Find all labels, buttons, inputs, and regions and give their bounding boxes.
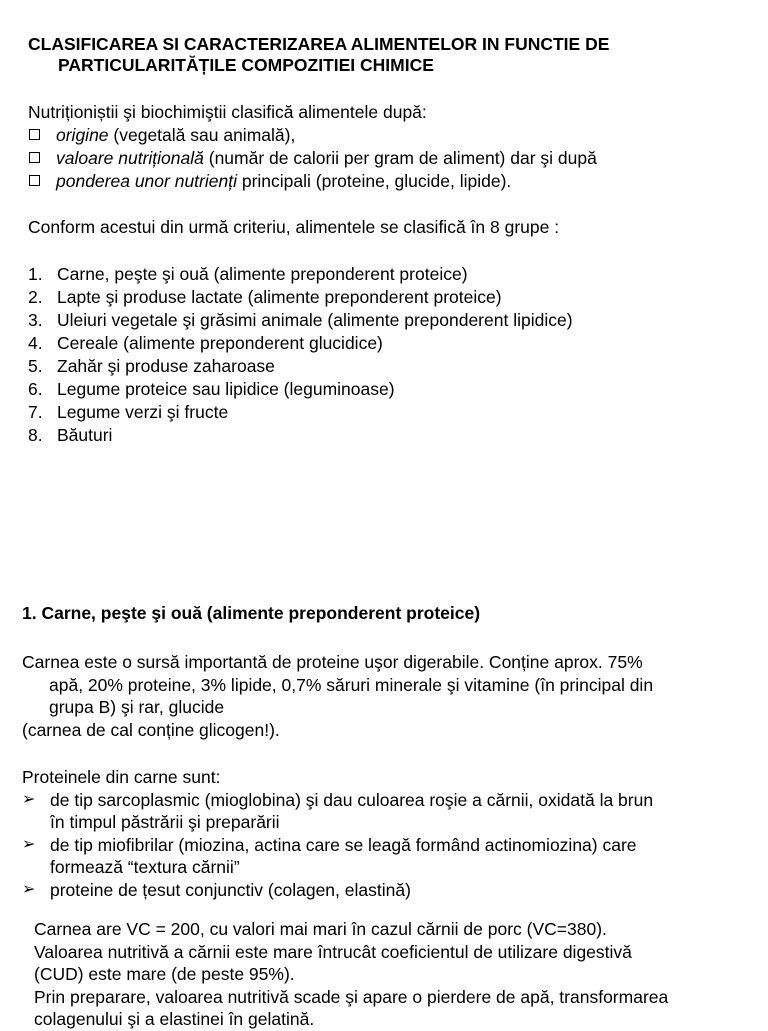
list-number: 4. [28,333,43,353]
criterion-item [28,170,597,193]
title-line-2: PARTICULARITĂȚILE COMPOZITIEI CHIMICE [58,55,434,75]
list-text: Băuturi [57,425,113,445]
document-title [28,34,748,76]
section-heading: 1. Carne, peşte şi ouă (alimente preponderent proteice) [22,603,481,623]
list-item [28,263,573,286]
paragraph-line: (CUD) este mare (de peste 95%). [34,964,295,984]
arrow-bullet-icon: ➢ [22,880,36,898]
criterion-term: origine [56,125,109,145]
paragraph-line: Carnea este o sursă importantă de proteine uşor digerabile. Conține aprox. 75% [22,652,643,672]
arrow-bullet-icon: ➢ [22,835,36,853]
nutritive-value-paragraph [34,918,754,1031]
arrow-bullet-icon: ➢ [22,790,36,808]
checkbox-bullet-icon [29,152,40,163]
list-item [28,286,573,309]
food-groups-list [28,263,573,447]
criterion-sentence: Conform acestui din urmă criteriu, alimentele se clasifică în 8 grupe : [28,217,560,237]
list-item [28,309,573,332]
bullet-line: de tip miofibrilar (miozina, actina care se leagă formând actinomiozina) care [50,834,637,855]
list-text: Uleiuri vegetale şi grăsimi animale (alimente preponderent lipidice) [57,310,573,330]
proteins-lead: Proteinele din carne sunt: [22,767,221,787]
list-number: 3. [28,310,43,330]
paragraph-line: Prin preparare, valoarea nutritivă scade şi apare o pierdere de apă, transformarea [34,986,669,1007]
list-item [28,424,573,447]
criterion-detail: (număr de calorii per gram de aliment) dar şi după [203,148,597,168]
paragraph-line: Carnea are VC = 200, cu valori mai mari în cazul cărnii de porc (VC=380). [34,919,607,939]
list-item [28,401,573,424]
criterion-item [28,147,597,170]
list-item [22,834,752,879]
list-number: 7. [28,402,43,422]
criterion-item [28,124,597,147]
paragraph-line: Valoarea nutritivă a cărnii este mare întrucât coeficientul de utilizare digestivă [34,941,632,962]
list-number: 8. [28,425,43,445]
list-item [22,789,752,834]
bullet-line: formează “textura cărnii” [50,857,240,877]
list-item [28,378,573,401]
criterion-term: ponderea unor nutrienți [56,171,237,191]
list-text: Legume proteice sau lipidice (leguminoase) [57,379,395,399]
title-line-1: CLASIFICAREA SI CARACTERIZAREA ALIMENTELOR IN FUNCTIE DE [28,34,610,54]
bullet-line: în timpul păstrării şi preparării [50,812,280,832]
proteins-block [22,766,752,901]
list-text: Cereale (alimente preponderent glucidice) [57,333,383,353]
intro-lead: Nutriționiștii şi biochimiştii clasifică alimentele după: [28,102,427,122]
list-item [28,332,573,355]
list-number: 1. [28,264,43,284]
list-text: Lapte şi produse lactate (alimente preponderent proteice) [57,287,502,307]
list-item [28,355,573,378]
criterion-detail: (vegetală sau animală), [108,125,296,145]
checkbox-bullet-icon [29,129,40,140]
list-text: Zahăr şi produse zaharoase [57,356,275,376]
paragraph-line: colagenului şi a elastinei în gelatină. [34,1009,315,1029]
classification-intro [28,101,597,193]
bullet-line: de tip sarcoplasmic (mioglobina) şi dau culoarea roşie a cărnii, oxidată la brun [50,789,654,810]
list-number: 5. [28,356,43,376]
meat-composition-paragraph [22,651,752,741]
paragraph-line: (carnea de cal conține glicogen!). [22,719,280,740]
list-number: 2. [28,287,43,307]
criterion-detail: principali (proteine, glucide, lipide). [236,171,512,191]
paragraph-line: grupa B) şi rar, glucide [49,697,225,717]
list-item [22,879,752,902]
paragraph-line: apă, 20% proteine, 3% lipide, 0,7% săruri minerale şi vitamine (în principal din [49,674,654,695]
list-number: 6. [28,379,43,399]
list-text: Carne, peşte şi ouă (alimente preponderent proteice) [57,264,468,284]
bullet-line: proteine de țesut conjunctiv (colagen, elastină) [50,879,411,900]
list-text: Legume verzi şi fructe [57,402,229,422]
criterion-term: valoare nutrițională [56,148,204,168]
checkbox-bullet-icon [29,175,40,186]
